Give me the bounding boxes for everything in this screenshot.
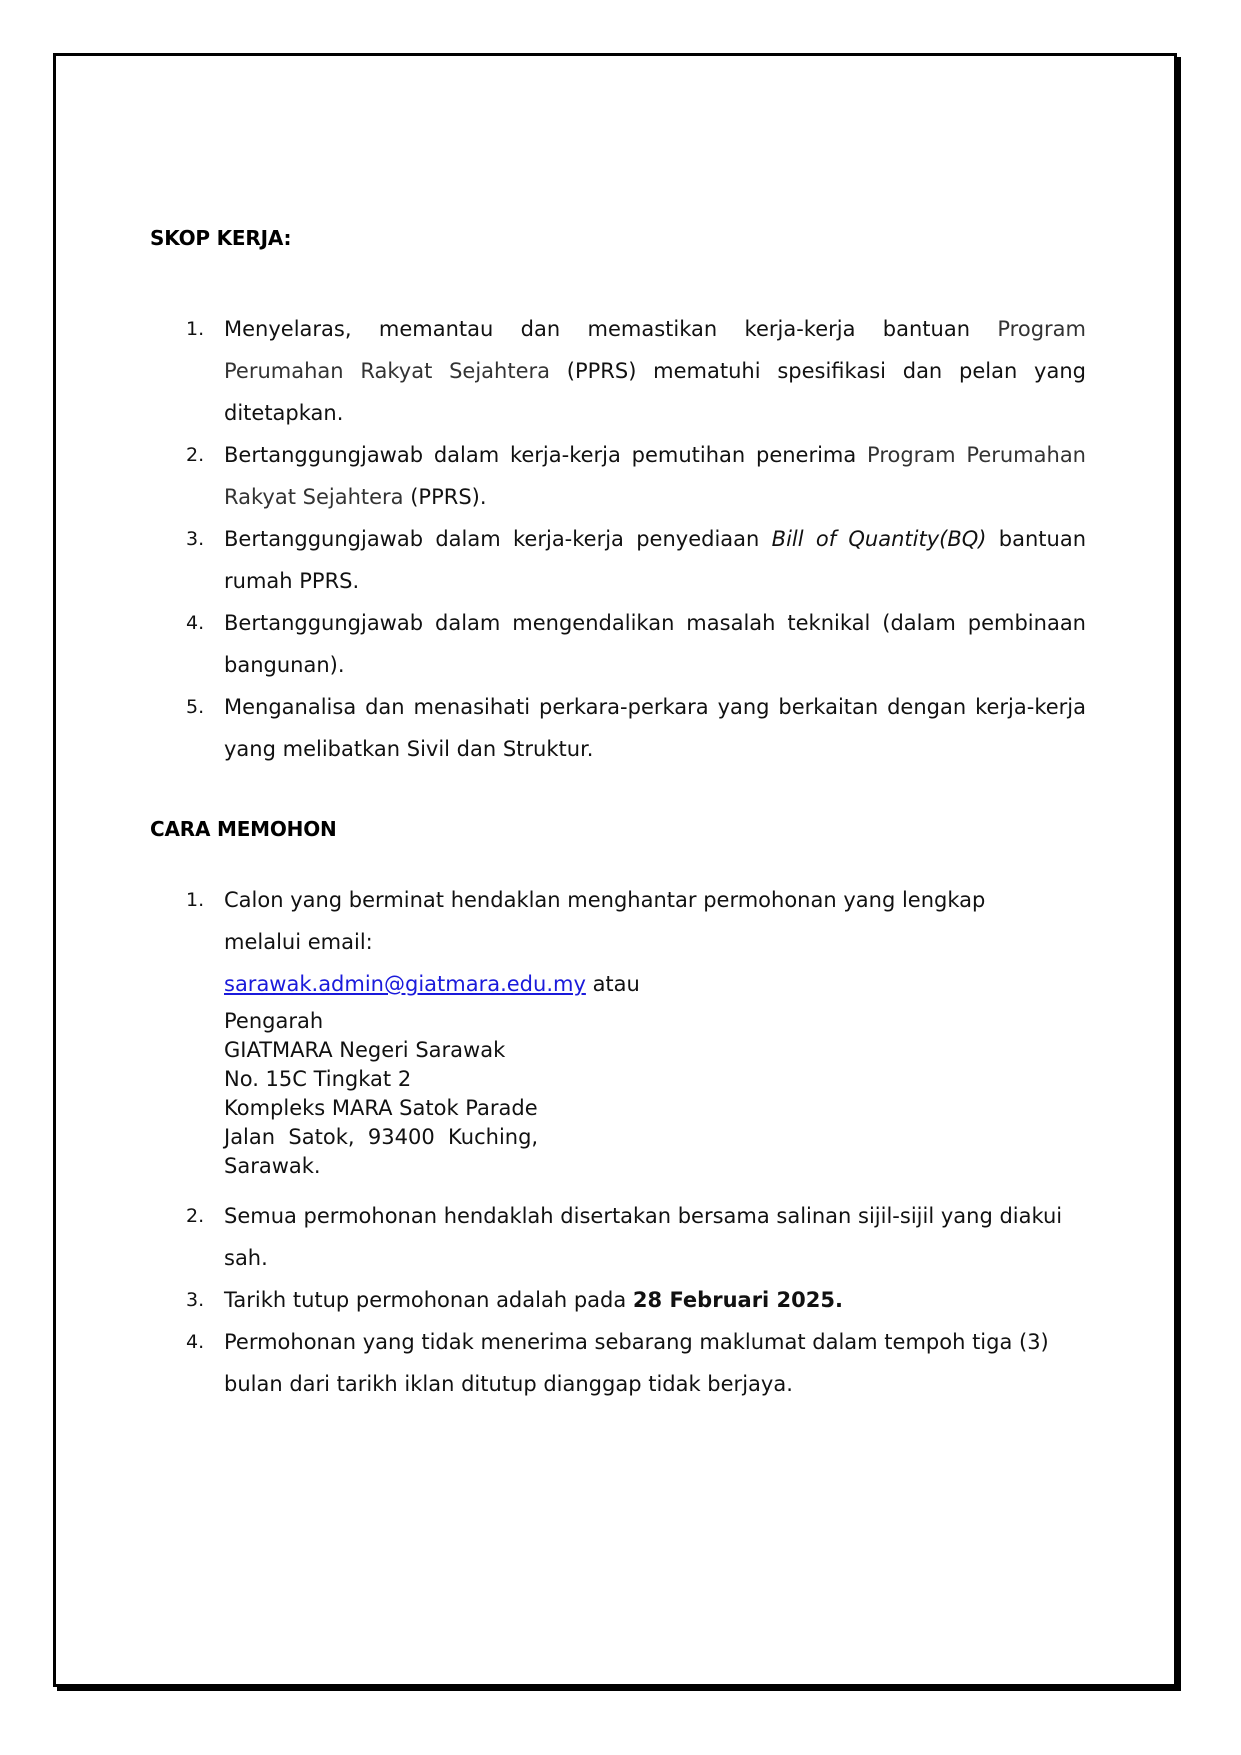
item-text: Semua permohonan hendaklah disertakan bersama salinan sijil-sijil yang diakui sah.: [224, 1204, 1063, 1270]
item-text: Menyelaras, memantau dan memastikan kerja-kerja bantuan: [224, 317, 998, 341]
postal-address: [224, 1007, 1086, 1181]
address-line: Sarawak.: [224, 1154, 321, 1178]
item-number: 5.: [186, 696, 205, 718]
address-line: No. 15C Tingkat 2: [224, 1067, 412, 1091]
item-text: melalui email:: [224, 930, 373, 954]
list-item: [150, 1321, 1086, 1405]
item-number: 4.: [186, 1331, 205, 1353]
item-text: Bertanggungjawab dalam mengendalikan masalah teknikal (dalam pembinaan bangunan).: [224, 611, 1086, 677]
item-number: 2.: [186, 444, 205, 466]
list-item: [150, 1195, 1086, 1279]
item-number: 1.: [186, 889, 205, 911]
list-item: [150, 602, 1086, 686]
address-line: GIATMARA Negeri Sarawak: [224, 1038, 506, 1062]
item-text: Bertanggungjawab dalam kerja-kerja penyediaan: [224, 527, 772, 551]
program-name: Program Perumahan Rakyat Sejahtera: [224, 317, 1086, 383]
program-name: Program Perumahan Rakyat Sejahtera: [224, 443, 1086, 509]
item-text: atau: [585, 972, 640, 996]
heading-skop-kerja: SKOP KERJA:: [150, 226, 292, 250]
list-item: [150, 434, 1086, 518]
list-item: [150, 518, 1086, 602]
address-line: Jalan Satok, 93400 Kuching,: [224, 1125, 539, 1149]
item-number: 4.: [186, 612, 205, 634]
item-number: 3.: [186, 528, 205, 550]
page-border-frame: [53, 53, 1177, 1687]
item-number: 1.: [186, 318, 205, 340]
item-text: (PPRS).: [403, 485, 487, 509]
bq-term: Bill of Quantity(BQ): [771, 527, 987, 551]
item-text: Menganalisa dan menasihati perkara-perkara yang berkaitan dengan kerja-kerja yang melibatkan Sivil dan Struktur.: [224, 695, 1086, 761]
item-number: 2.: [186, 1205, 205, 1227]
address-line: Pengarah: [224, 1009, 324, 1033]
cara-memohon-list: [150, 879, 1086, 1405]
list-item: [150, 879, 1086, 1181]
item-text: Tarikh tutup permohonan adalah pada: [224, 1288, 633, 1312]
list-item: [150, 686, 1086, 770]
skop-kerja-list: [150, 308, 1086, 770]
address-line: Kompleks MARA Satok Parade: [224, 1096, 538, 1120]
list-item: [150, 1279, 1086, 1321]
item-number: 3.: [186, 1289, 205, 1311]
list-item: [150, 308, 1086, 434]
item-text: Permohonan yang tidak menerima sebarang maklumat dalam tempoh tiga (3) bulan dari tarikh iklan ditutup dianggap tidak berjaya.: [224, 1330, 1049, 1396]
item-text: bantuan rumah PPRS.: [224, 527, 1087, 593]
closing-date: 28 Februari 2025.: [632, 1288, 843, 1312]
item-text: Calon yang berminat hendaklan menghantar permohonan yang lengkap: [224, 888, 986, 912]
item-text: (PPRS) mematuhi spesifikasi dan pelan yang ditetapkan.: [224, 359, 1086, 425]
item-text: Bertanggungjawab dalam kerja-kerja pemutihan penerima: [224, 443, 868, 467]
email-link[interactable]: sarawak.admin@giatmara.edu.my: [224, 972, 586, 996]
heading-cara-memohon: CARA MEMOHON: [150, 817, 337, 841]
